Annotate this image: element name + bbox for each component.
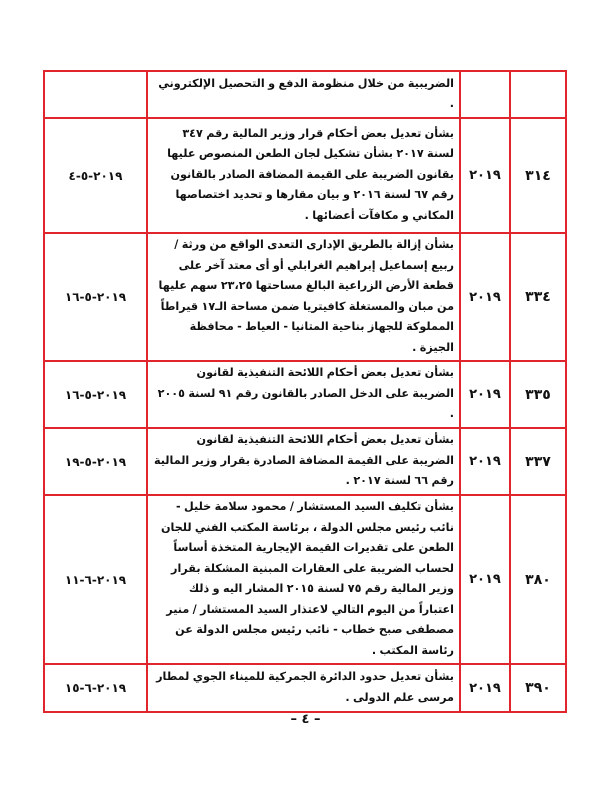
table-row bbox=[44, 361, 566, 428]
description-cell: بشأن تعديل بعض أحكام اللائحة التنفيذية لقانون الضريبة على الدخل الصادر بالقانون رقم ٩١ لسنة ٢٠٠٥ . bbox=[147, 361, 460, 428]
description-cell: بشأن تعديل بعض أحكام قرار وزير المالية رقم ٣٤٧ لسنة ٢٠١٧ بشأن تشكيل لجان الطعن المنصوص عليها بقانون الضريبة على القيمة المضافة الصادر بالقانون رقم ٦٧ لسنة ٢٠١٦ و بيان مقارها و تحديد اختصاصها المكاني و مكافآت أعضائها . bbox=[147, 118, 460, 233]
decisions-table bbox=[43, 70, 567, 713]
number-cell: ٣١٤ bbox=[510, 118, 566, 233]
date-cell: ٢٠١٩-٥-١٩ bbox=[44, 428, 147, 495]
page-number: – ٤ – bbox=[290, 712, 321, 727]
year-cell: ٢٠١٩ bbox=[460, 233, 510, 361]
table-row bbox=[44, 233, 566, 361]
number-cell: ٣٨٠ bbox=[510, 495, 566, 664]
date-cell: ٢٠١٩-٦-١١ bbox=[44, 495, 147, 664]
table-row bbox=[44, 428, 566, 495]
year-cell: ٢٠١٩ bbox=[460, 428, 510, 495]
date-cell: ٢٠١٩-٥-٤ bbox=[44, 118, 147, 233]
description-cell: بشأن تعديل حدود الدائرة الجمركية للميناء الجوي لمطار مرسى علم الدولى . bbox=[147, 664, 460, 712]
year-cell: ٢٠١٩ bbox=[460, 361, 510, 428]
year-cell: ٢٠١٩ bbox=[460, 495, 510, 664]
date-cell: ٢٠١٩-٥-١٦ bbox=[44, 233, 147, 361]
table-row bbox=[44, 71, 566, 118]
date-cell: ٢٠١٩-٦-١٥ bbox=[44, 664, 147, 712]
description-cell: الضريبية من خلال منظومة الدفع و التحصيل الإلكتروني . bbox=[147, 71, 460, 118]
description-cell: بشأن تعديل بعض أحكام اللائحة التنفيذية لقانون الضريبة على القيمة المضافة الصادرة بقرار وزير المالية رقم ٦٦ لسنة ٢٠١٧ . bbox=[147, 428, 460, 495]
year-cell bbox=[460, 71, 510, 118]
year-cell: ٢٠١٩ bbox=[460, 118, 510, 233]
table-row bbox=[44, 118, 566, 233]
description-cell: بشأن إزالة بالطريق الإدارى التعدى الواقع من ورثة / ربيع إسماعيل إبراهيم الغرابلي أو أى معتد آخر على قطعة الأرض الزراعية البالغ مساحتها ٢٣،٢٥ سهم عليها من مبان والمستغلة كافيتريا ضمن مساحة الـ١٧ قيراطاً المملوكة للجهاز بناحية المتانيا - العياط - محافظة الجيزة . bbox=[147, 233, 460, 361]
table-row bbox=[44, 495, 566, 664]
description-cell: بشأن تكليف السيد المستشار / محمود سلامة خليل - نائب رئيس مجلس الدولة ، برئاسة المكتب الفني للجان الطعن على تقديرات القيمة الإيجارية المتخذة أساساً لحساب الضريبة على العقارات المبنية المشكلة بقرار وزير المالية رقم ٧٥ لسنة ٢٠١٥ المشار اليه و ذلك اعتباراً من اليوم التالي لاعتذار السيد المستشار / منير مصطفى صبح خطاب - نائب رئيس مجلس الدولة عن رئاسة المكتب . bbox=[147, 495, 460, 664]
number-cell: ٣٣٤ bbox=[510, 233, 566, 361]
year-cell: ٢٠١٩ bbox=[460, 664, 510, 712]
number-cell bbox=[510, 71, 566, 118]
number-cell: ٣٣٧ bbox=[510, 428, 566, 495]
number-cell: ٣٩٠ bbox=[510, 664, 566, 712]
number-cell: ٣٣٥ bbox=[510, 361, 566, 428]
table-row bbox=[44, 664, 566, 712]
date-cell: ٢٠١٩-٥-١٦ bbox=[44, 361, 147, 428]
date-cell bbox=[44, 71, 147, 118]
